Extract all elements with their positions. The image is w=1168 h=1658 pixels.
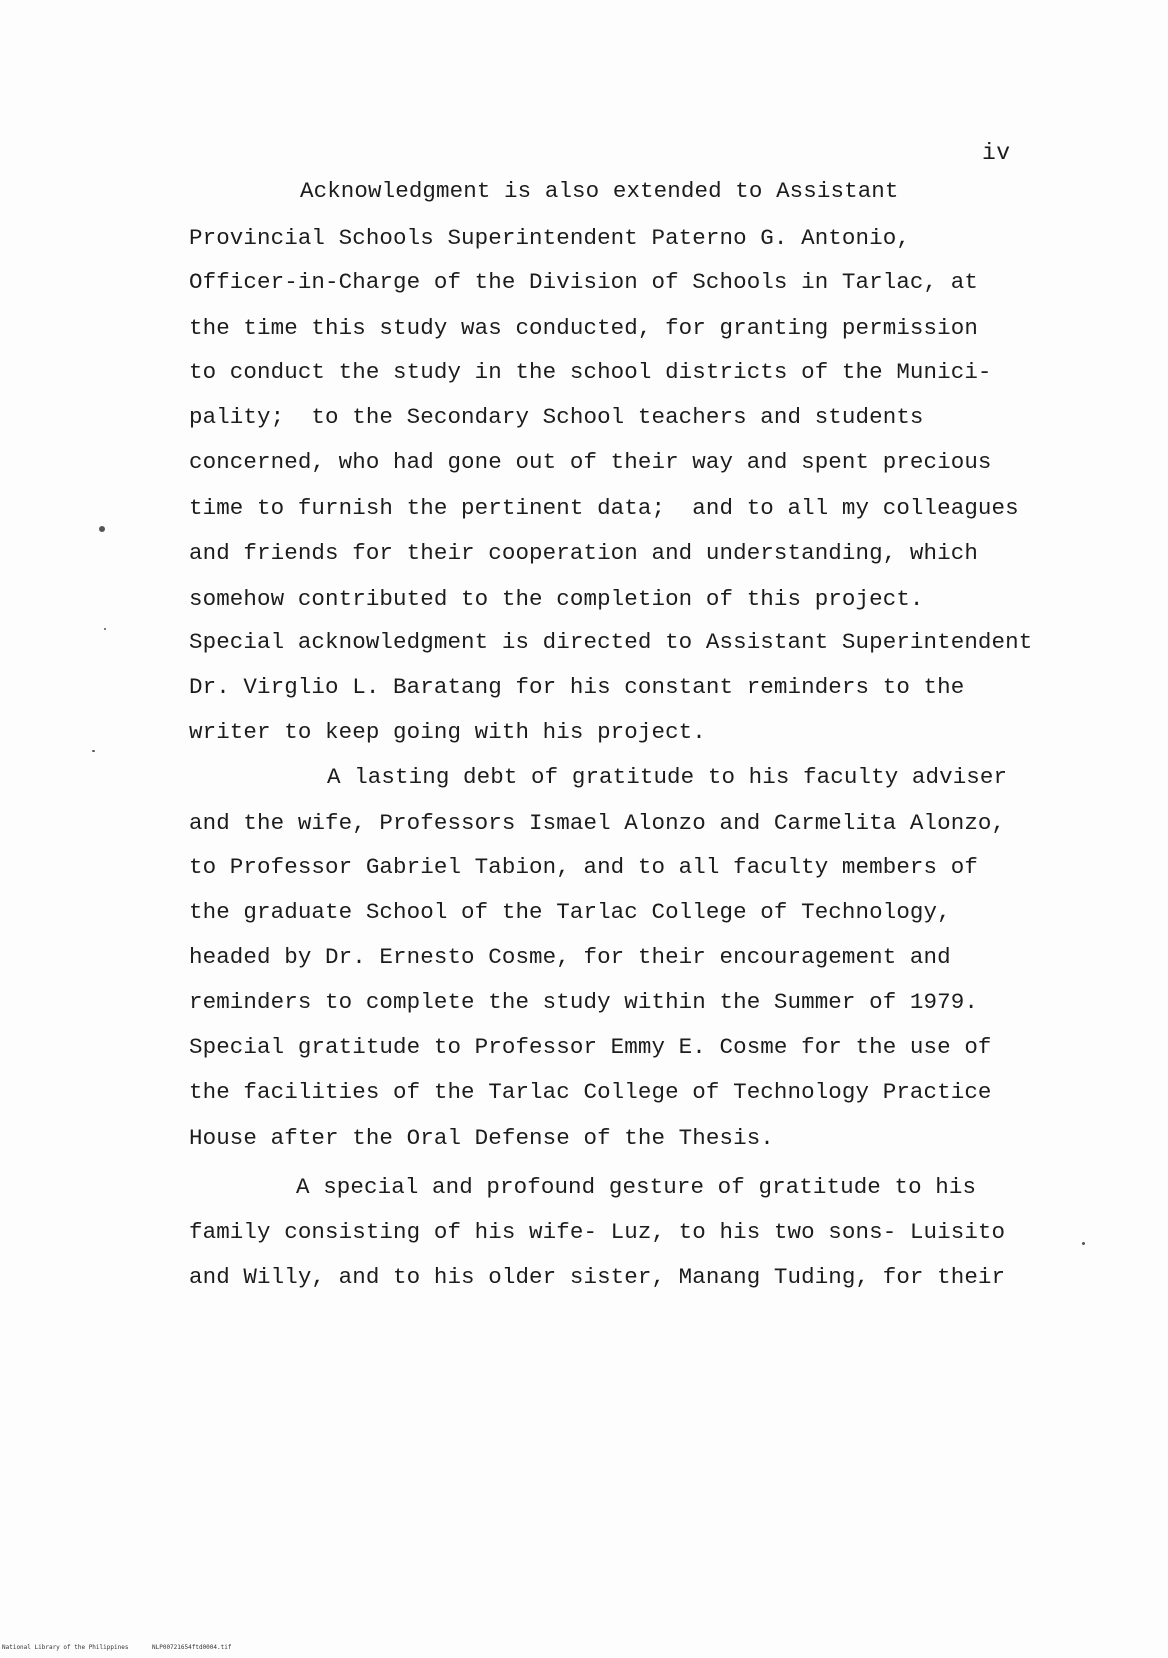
paragraph-2-line-1: A lasting debt of gratitude to his faculty adviser: [327, 764, 1008, 790]
paragraph-1-line-4: the time this study was conducted, for granting permission: [189, 315, 978, 341]
paragraph-1-line-2: Provincial Schools Superintendent Paterno G. Antonio,: [189, 225, 910, 251]
paragraph-1-line-11: Special acknowledgment is directed to Assistant Superintendent: [189, 629, 1033, 655]
paragraph-1-line-1: Acknowledgment is also extended to Assistant: [300, 178, 899, 204]
paragraph-2-line-3: to Professor Gabriel Tabion, and to all faculty members of: [189, 854, 978, 880]
paragraph-2-line-5: headed by Dr. Ernesto Cosme, for their encouragement and: [189, 944, 951, 970]
scan-speck: [104, 628, 106, 630]
footer-library-name: National Library of the Philippines: [2, 1644, 129, 1651]
paragraph-3-line-1: A special and profound gesture of gratitude to his: [296, 1174, 977, 1200]
paragraph-1-line-3: Officer-in-Charge of the Division of Schools in Tarlac, at: [189, 269, 978, 295]
paragraph-1-line-13: writer to keep going with his project.: [189, 719, 706, 745]
paragraph-1-line-9: and friends for their cooperation and understanding, which: [189, 540, 978, 566]
paragraph-2-line-4: the graduate School of the Tarlac College of Technology,: [189, 899, 951, 925]
paragraph-2-line-8: the facilities of the Tarlac College of Technology Practice: [189, 1079, 992, 1105]
paragraph-2-line-2: and the wife, Professors Ismael Alonzo and Carmelita Alonzo,: [189, 810, 1006, 836]
paragraph-2-line-6: reminders to complete the study within the Summer of 1979.: [189, 989, 978, 1015]
paragraph-1-line-6: pality; to the Secondary School teachers and students: [189, 404, 924, 430]
paragraph-3-line-2: family consisting of his wife- Luz, to his two sons- Luisito: [189, 1219, 1006, 1245]
paragraph-3-line-3: and Willy, and to his older sister, Manang Tuding, for their: [189, 1264, 1006, 1290]
paragraph-2-line-7: Special gratitude to Professor Emmy E. Cosme for the use of: [189, 1034, 992, 1060]
scan-speck: [99, 526, 105, 532]
page-number: iv: [982, 140, 1011, 166]
paragraph-1-line-10: somehow contributed to the completion of this project.: [189, 586, 924, 612]
paragraph-1-line-5: to conduct the study in the school districts of the Munici-: [189, 359, 992, 385]
paragraph-1-line-7: concerned, who had gone out of their way and spent precious: [189, 449, 992, 475]
paragraph-2-line-9: House after the Oral Defense of the Thesis.: [189, 1125, 774, 1151]
paragraph-1-line-8: time to furnish the pertinent data; and to all my colleagues: [189, 495, 1019, 521]
footer-file-name: NLP00721654ftd0004.tif: [152, 1644, 232, 1651]
paragraph-1-line-12: Dr. Virglio L. Baratang for his constant reminders to the: [189, 674, 965, 700]
scan-speck: [92, 750, 95, 752]
scan-speck: [1082, 1242, 1085, 1245]
